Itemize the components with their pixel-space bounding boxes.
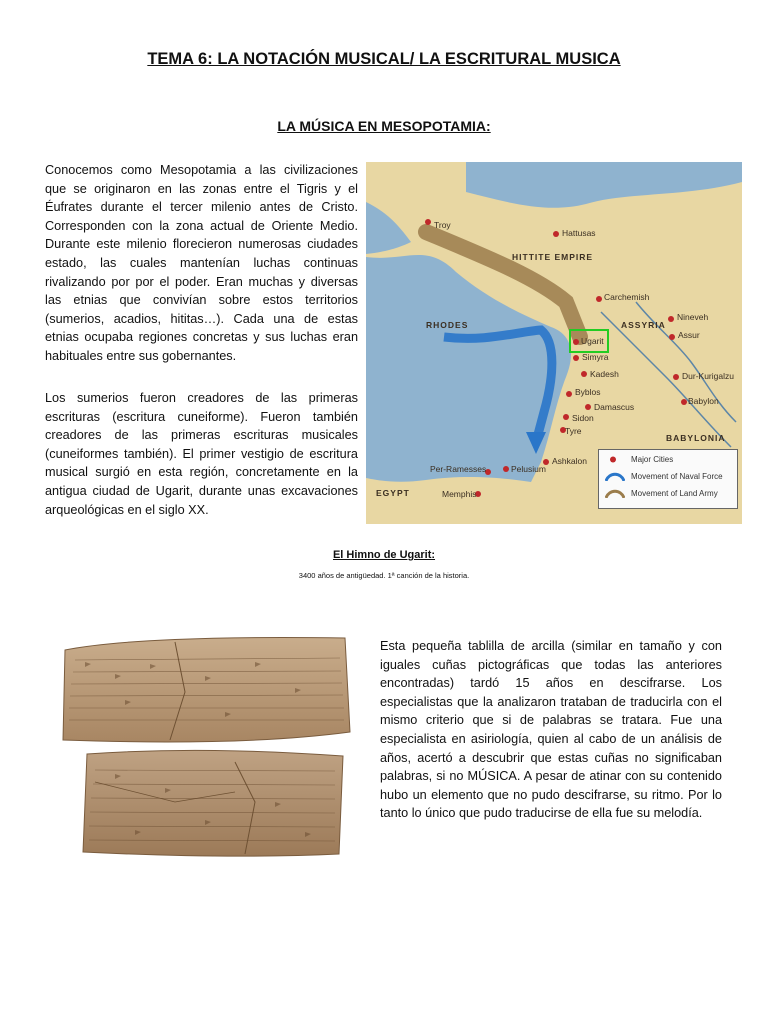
legend-row-naval (605, 472, 723, 481)
caption-subtitle: 3400 años de antigüedad. 1ª canción de la historia. (298, 571, 470, 580)
tablet-description-paragraph: Esta pequeña tablilla de arcilla (similar en tamaño y con iguales cuñas pictográficas que todas las anteriores encontradas) tardó 15 años en descifrarse. Los especialistas que la analizaron trataban de traducirla con el mismo criterio que si de palabras se tratara. Fue una especialista en asiriología, quien al cabo de un análisis de años, acertó a descubrir que estas cuñas no significaban palabras, si no MÚSICA. A pesar de atinar con su contenido hubo un elemento que no pudo descifrarse, su ritmo. Por lo tanto lo único que pudo traducirse de ella fue su melodía. (380, 639, 722, 821)
city-label-carchemish: Carchemish (604, 292, 650, 302)
land-arc-icon (605, 489, 625, 498)
legend-row-cities (605, 455, 673, 464)
city-label-troy: Troy (434, 220, 451, 230)
city-label-byblos: Byblos (575, 387, 601, 397)
city-label-pelusium: Pelusium (511, 464, 546, 474)
naval-arc-icon (605, 472, 625, 481)
region-label-egypt: EGYPT (376, 488, 410, 498)
legend-row-land (605, 489, 718, 498)
city-label-kadesh: Kadesh (590, 369, 619, 379)
city-label-assur: Assur (678, 330, 700, 340)
city-dot-icon (605, 455, 625, 464)
sumerian-paragraph: Los sumerios fueron creadores de las primeras escrituras (escritura cuneiforme). Fueron también creadores de las primeras escrituras musicales (cuneiformes también). El primer vestigio de escritura musical surgió en esta región, concretamente en la antigua ciudad de Ugarit, durante unas excavaciones arqueológicas en el siglo XX. (45, 391, 358, 517)
legend-label-land: Movement of Land Army (631, 489, 718, 498)
city-label-hattusas: Hattusas (562, 228, 596, 238)
city-label-nineveh: Nineveh (677, 312, 709, 322)
city-label-dur-kurigalzu: Dur-Kurigalzu (682, 371, 734, 381)
city-label-ashkalon: Ashkalon (552, 456, 587, 466)
region-label-babylonia: BABYLONIA (666, 433, 726, 443)
section-title: LA MÚSICA EN MESOPOTAMIA: (277, 118, 491, 134)
mesopotamia-map (366, 162, 742, 524)
city-label-memphis: Memphis (442, 489, 477, 499)
region-label-assyria: ASSYRIA (621, 320, 666, 330)
document-title: TEMA 6: LA NOTACIÓN MUSICAL/ LA ESCRITURAL MUSICA (147, 50, 621, 68)
city-label-damascus: Damascus (594, 402, 635, 412)
intro-paragraph: Conocemos como Mesopotamia a las civilizaciones que se originaron en las zonas entre el Tigris y el Éufrates durante el tercer milenio antes de Cristo. Corresponden con la zona actual de Oriente Medio. Durante este milenio florecieron numerosas ciudades estado, las cuales mantenían luchas continuas rivalizando por por el poder. Eran muchas y diversas las etnias que convivían sobre estos territorios (sumerios, acadios, hititas…). Cada una de estas etnias ocupaba regiones concretas y sus luchas eran habituales entre sus gobernantes. (45, 163, 358, 363)
city-label-per-ramesses: Per-Ramesses (430, 464, 487, 474)
caption-title: El Himno de Ugarit: (332, 549, 436, 561)
clay-tablet-image (55, 632, 355, 858)
city-label-babylon: Babylon (688, 396, 719, 406)
city-label-sidon: Sidon (572, 413, 594, 423)
map-legend (598, 449, 738, 509)
region-label-hittite-empire: HITTITE EMPIRE (512, 252, 594, 262)
region-label-rhodes: RHODES (426, 320, 469, 330)
city-label-simyra: Simyra (582, 352, 609, 362)
city-label-ugarit: Ugarit (581, 336, 604, 346)
city-label-tyre: Tyre (565, 426, 582, 436)
legend-label-cities: Major Cities (631, 455, 674, 464)
legend-label-naval: Movement of Naval Force (631, 472, 723, 481)
